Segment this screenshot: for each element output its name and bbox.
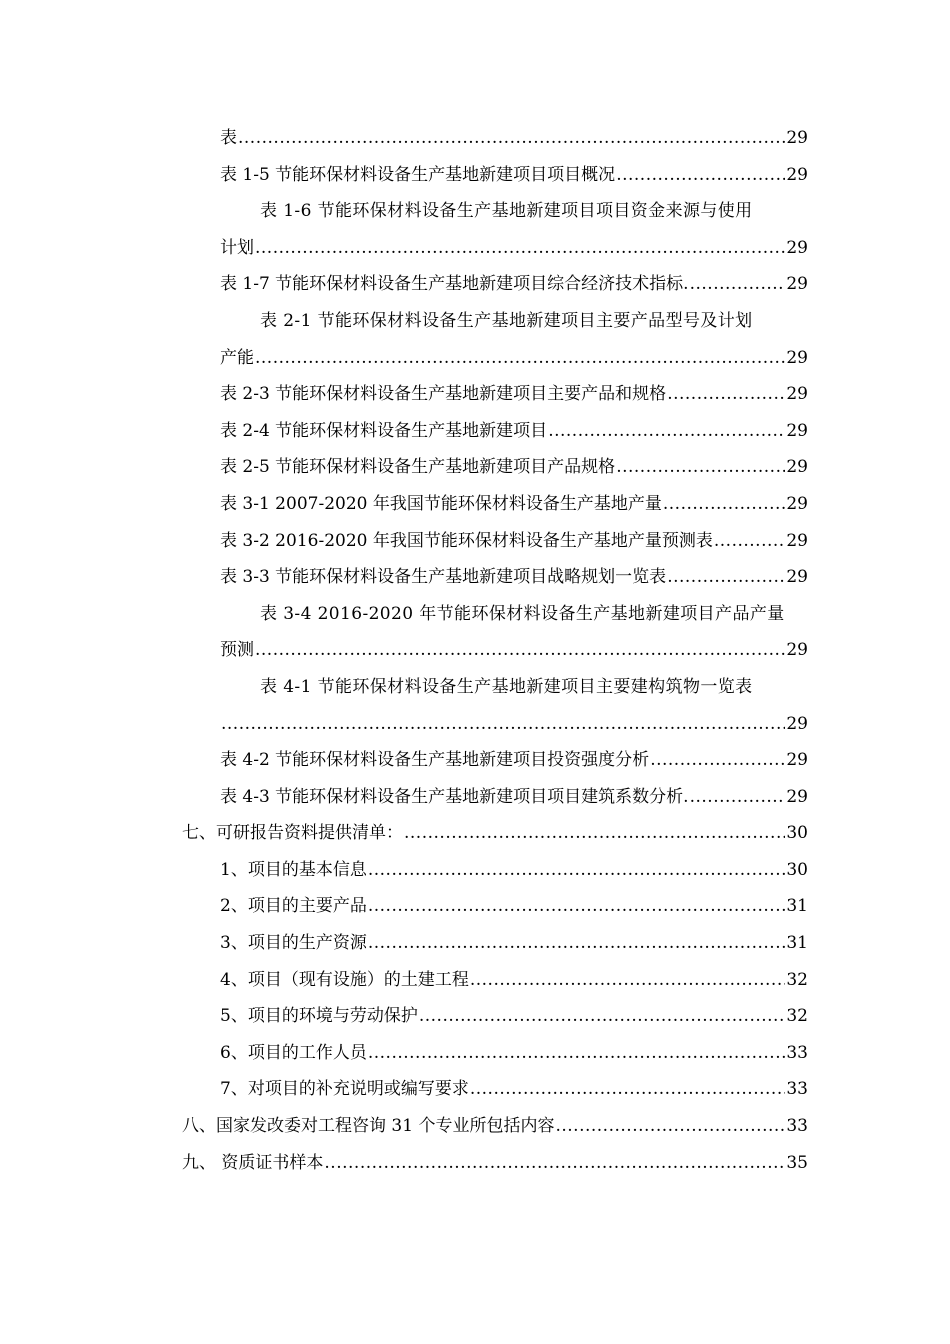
toc-entry-text: 表 4-3 节能环保材料设备生产基地新建项目项目建筑系数分析.	[220, 786, 689, 807]
dot-leader	[255, 230, 785, 267]
dot-leader	[548, 413, 785, 450]
dot-leader	[368, 925, 786, 962]
toc-entry-text: 2、项目的主要产品	[220, 896, 367, 917]
dot-leader	[368, 852, 786, 889]
toc-entry[interactable]	[182, 779, 808, 816]
toc-entry-text: 计划	[220, 237, 254, 258]
toc-page-number: 33	[786, 1042, 808, 1063]
toc-entry-text: 表 4-1 节能环保材料设备生产基地新建项目主要建构筑物一览表	[260, 676, 753, 697]
dot-leader	[324, 1145, 785, 1182]
toc-entry[interactable]	[182, 888, 808, 925]
toc-page-number: 29	[786, 713, 808, 734]
dot-leader	[404, 815, 785, 852]
toc-entry[interactable]	[182, 632, 808, 669]
toc-entry[interactable]	[182, 1108, 808, 1145]
toc-entry[interactable]	[182, 266, 808, 303]
toc-entry[interactable]	[182, 449, 808, 486]
toc-page-number: 29	[786, 420, 808, 441]
toc-page-number: 29	[786, 128, 808, 148]
toc-entry-text: 表 3-3 节能环保材料设备生产基地新建项目战略规划一览表	[220, 567, 667, 588]
dot-leader	[663, 486, 786, 523]
toc-entry[interactable]	[182, 852, 808, 889]
toc-entry-text: 表 2-4 节能环保材料设备生产基地新建项目	[220, 420, 548, 441]
dot-leader	[238, 120, 785, 157]
toc-page-number: 31	[786, 896, 808, 917]
toc-page-number: 29	[786, 567, 808, 588]
toc-entry[interactable]	[182, 413, 808, 450]
toc-page-number: 33	[786, 1116, 808, 1137]
toc-entry-text: 表 3-2 2016-2020 年我国节能环保材料设备生产基地产量预测表	[220, 530, 713, 551]
toc-page-number: 29	[786, 493, 808, 514]
dot-leader	[368, 888, 786, 925]
toc-page-number: 35	[786, 1152, 808, 1173]
toc-entry[interactable]	[182, 559, 808, 596]
toc-entry-text: 表 1-7 节能环保材料设备生产基地新建项目综合经济技术指标.	[220, 274, 689, 295]
toc-entry-text: 表	[220, 128, 237, 148]
dot-leader	[690, 779, 786, 816]
dot-leader	[470, 1071, 786, 1108]
dot-leader	[555, 1108, 785, 1145]
toc-entry[interactable]	[182, 1035, 808, 1072]
toc-entry-text: 七、可研报告资料提供清单：	[182, 823, 403, 844]
toc-page-number: 32	[786, 969, 808, 990]
toc-entry[interactable]	[182, 815, 808, 852]
toc-entry-text: 表 2-1 节能环保材料设备生产基地新建项目主要产品型号及计划	[260, 310, 753, 331]
dot-leader	[419, 998, 786, 1035]
toc-entry[interactable]	[182, 669, 808, 706]
toc-page-number: 31	[786, 933, 808, 954]
dot-leader	[470, 962, 786, 999]
toc-page-number: 29	[786, 750, 808, 771]
toc-entry[interactable]	[182, 486, 808, 523]
toc-page-number: 29	[786, 237, 808, 258]
toc-entry-text: 表 2-5 节能环保材料设备生产基地新建项目产品规格	[220, 457, 616, 478]
toc-entry-text: 产能	[220, 347, 254, 368]
toc-entry[interactable]	[182, 998, 808, 1035]
toc-entry-text: 八、国家发改委对工程咨询 31 个专业所包括内容	[182, 1116, 555, 1137]
table-of-contents	[182, 120, 808, 1181]
toc-entry[interactable]	[182, 340, 808, 377]
toc-entry-text: 九、 资质证书样本	[182, 1152, 324, 1173]
toc-entry-text: 表 3-1 2007-2020 年我国节能环保材料设备生产基地产量	[220, 493, 662, 514]
toc-entry-text: 6、项目的工作人员	[220, 1042, 367, 1063]
toc-page-number: 29	[786, 164, 808, 185]
toc-page-number: 29	[786, 786, 808, 807]
toc-entry-text: 1、项目的基本信息	[220, 859, 367, 880]
dot-leader	[714, 523, 786, 560]
dot-leader	[255, 340, 785, 377]
dot-leader	[650, 742, 785, 779]
dot-leader	[616, 157, 785, 194]
toc-page-number: 30	[786, 823, 808, 844]
dot-leader	[221, 706, 785, 743]
toc-page-number: 29	[786, 347, 808, 368]
toc-entry-text: 表 2-3 节能环保材料设备生产基地新建项目主要产品和规格	[220, 384, 667, 405]
toc-entry[interactable]	[182, 120, 808, 157]
dot-leader	[368, 1035, 786, 1072]
toc-entry[interactable]	[182, 1145, 808, 1182]
toc-entry-text: 7、对项目的补充说明或编写要求	[220, 1079, 469, 1100]
toc-entry-text: 表 4-2 节能环保材料设备生产基地新建项目投资强度分析	[220, 750, 650, 771]
toc-entry-text: 表 1-5 节能环保材料设备生产基地新建项目项目概况	[220, 164, 616, 185]
dot-leader	[616, 449, 785, 486]
toc-entry[interactable]	[182, 523, 808, 560]
toc-page-number: 33	[786, 1079, 808, 1100]
toc-page-number: 29	[786, 640, 808, 661]
toc-page-number: 32	[786, 1006, 808, 1027]
toc-page-number: 29	[786, 274, 808, 295]
toc-entry[interactable]	[182, 1071, 808, 1108]
toc-entry-text: 表 3-4 2016-2020 年节能环保材料设备生产基地新建项目产品产量	[260, 603, 785, 624]
toc-page-number: 30	[786, 859, 808, 880]
toc-entry-text: 4、项目（现有设施）的土建工程	[220, 969, 469, 990]
toc-entry-text: 预测	[220, 640, 254, 661]
toc-page-number: 29	[786, 457, 808, 478]
toc-entry[interactable]	[182, 376, 808, 413]
toc-entry[interactable]	[182, 962, 808, 999]
toc-entry-text: 3、项目的生产资源	[220, 933, 367, 954]
toc-entry[interactable]	[182, 925, 808, 962]
toc-entry[interactable]	[182, 230, 808, 267]
toc-entry[interactable]	[182, 596, 808, 633]
dot-leader	[667, 559, 785, 596]
toc-entry[interactable]	[182, 742, 808, 779]
toc-entry-text: 5、项目的环境与劳动保护	[220, 1006, 418, 1027]
toc-entry[interactable]	[182, 303, 808, 340]
toc-entry[interactable]	[182, 157, 808, 194]
toc-page-number: 29	[786, 530, 808, 551]
toc-entry[interactable]	[182, 706, 808, 743]
dot-leader	[667, 376, 785, 413]
toc-entry[interactable]	[182, 193, 808, 230]
dot-leader	[690, 266, 786, 303]
dot-leader	[255, 632, 785, 669]
toc-page-number: 29	[786, 384, 808, 405]
toc-entry-text: 表 1-6 节能环保材料设备生产基地新建项目项目资金来源与使用	[260, 201, 753, 222]
